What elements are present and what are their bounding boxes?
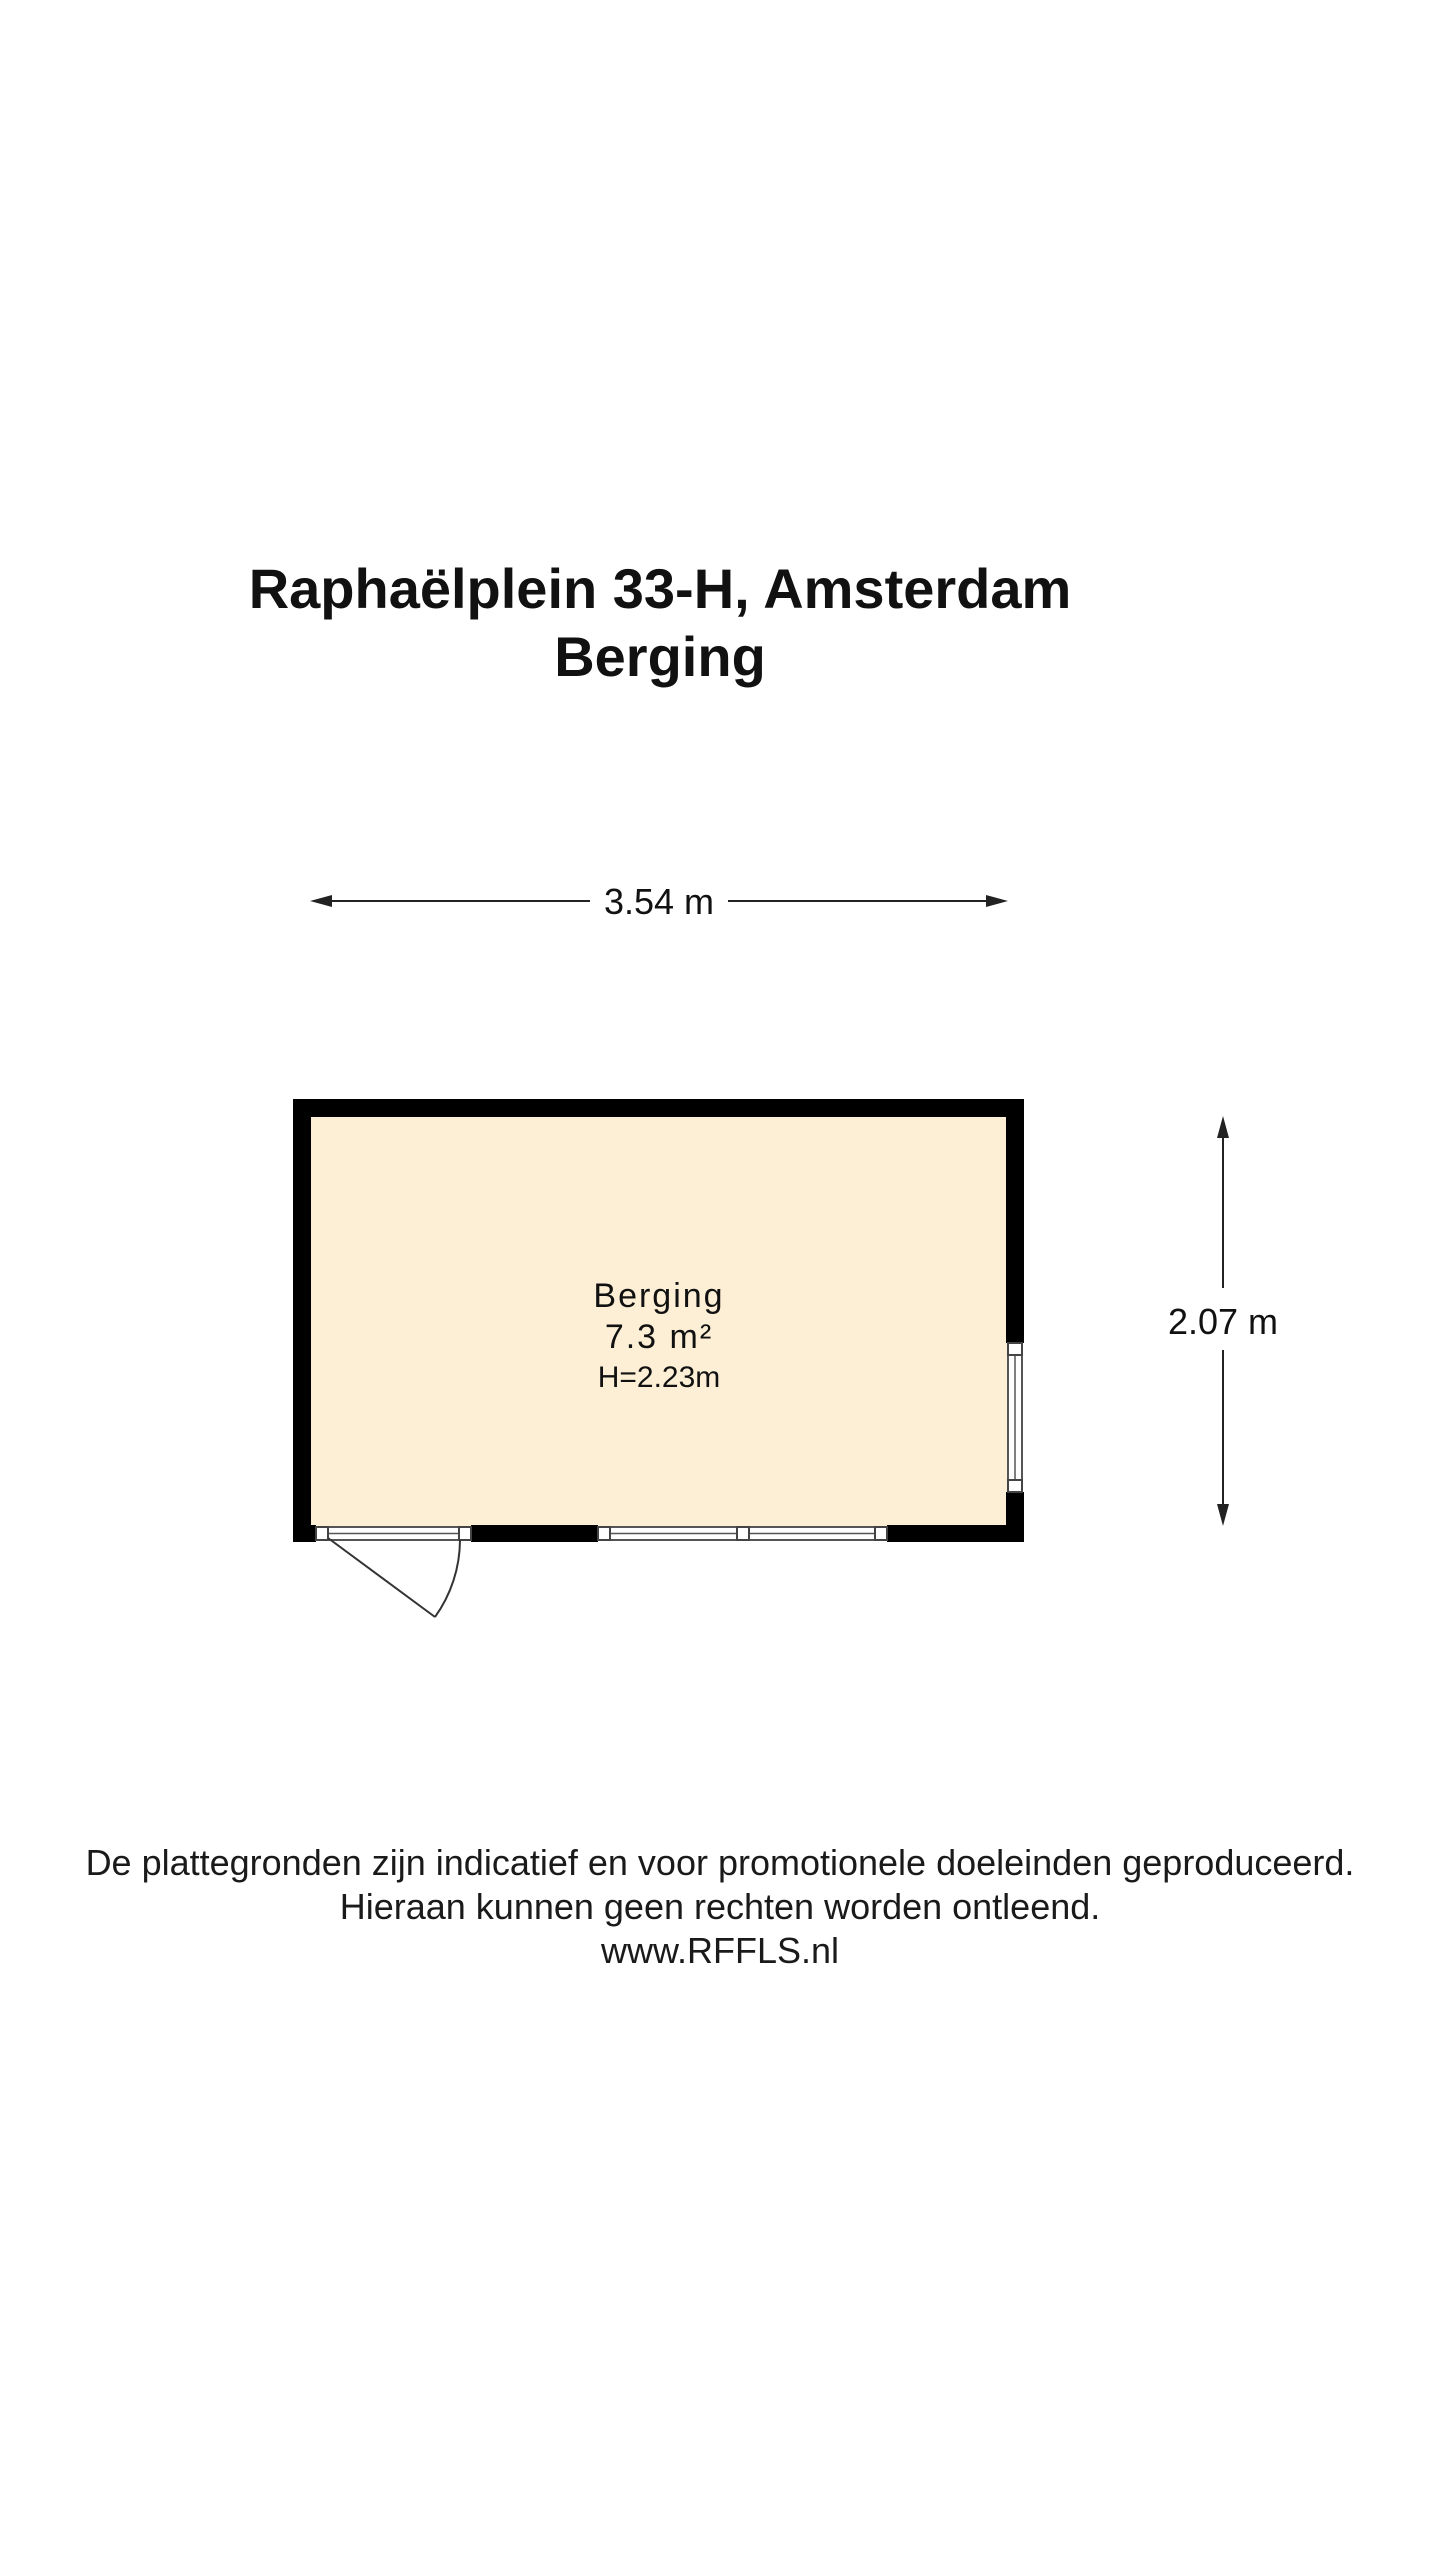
wall-top [293,1099,1024,1117]
wall-bottom-left-stub [293,1525,316,1542]
disclaimer-line-1: De plattegronden zijn indicatief en voor promotionele doeleinden geproduceerd. [85,1842,1355,1883]
depth-dimension [1168,1116,1278,1526]
depth-arrowhead-top [1217,1116,1229,1138]
wall-left [293,1099,311,1542]
room-name: Berging [593,1277,725,1315]
width-arrowhead-left [310,895,332,907]
width-arrowhead-right [986,895,1008,907]
door-swing-arc [435,1540,460,1617]
room-label [593,1277,724,1394]
door [316,1527,471,1617]
wall-right-upper [1006,1099,1024,1343]
window-bottom-post-middle [737,1527,749,1540]
room-height: H=2.23m [597,1361,721,1394]
disclaimer-line-2: Hieraan kunnen geen rechten worden ontleend. [339,1886,1101,1927]
depth-dimension-label: 2.07 m [1167,1301,1279,1342]
window-bottom-post-left [598,1527,610,1540]
width-dimension [310,881,1008,922]
wall-bottom-middle [471,1525,598,1542]
room-area: 7.3 m² [604,1318,714,1356]
depth-arrowhead-bottom [1217,1504,1229,1526]
window-bottom [598,1527,887,1540]
width-dimension-label: 3.54 m [603,881,715,922]
door-jamb-left [316,1527,328,1540]
door-jamb-right [459,1527,471,1540]
window-right-post-top [1008,1343,1022,1355]
window-bottom-post-right [875,1527,887,1540]
disclaimer-website: www.RFFLS.nl [600,1930,840,1971]
plan-address-title: Raphaëlplein 33-H, Amsterdam [248,557,1072,620]
window-right [1008,1343,1022,1492]
door-leaf [328,1538,435,1617]
plan-floor-title: Berging [554,625,766,688]
window-right-post-bottom [1008,1480,1022,1492]
wall-bottom-right [887,1525,1024,1542]
